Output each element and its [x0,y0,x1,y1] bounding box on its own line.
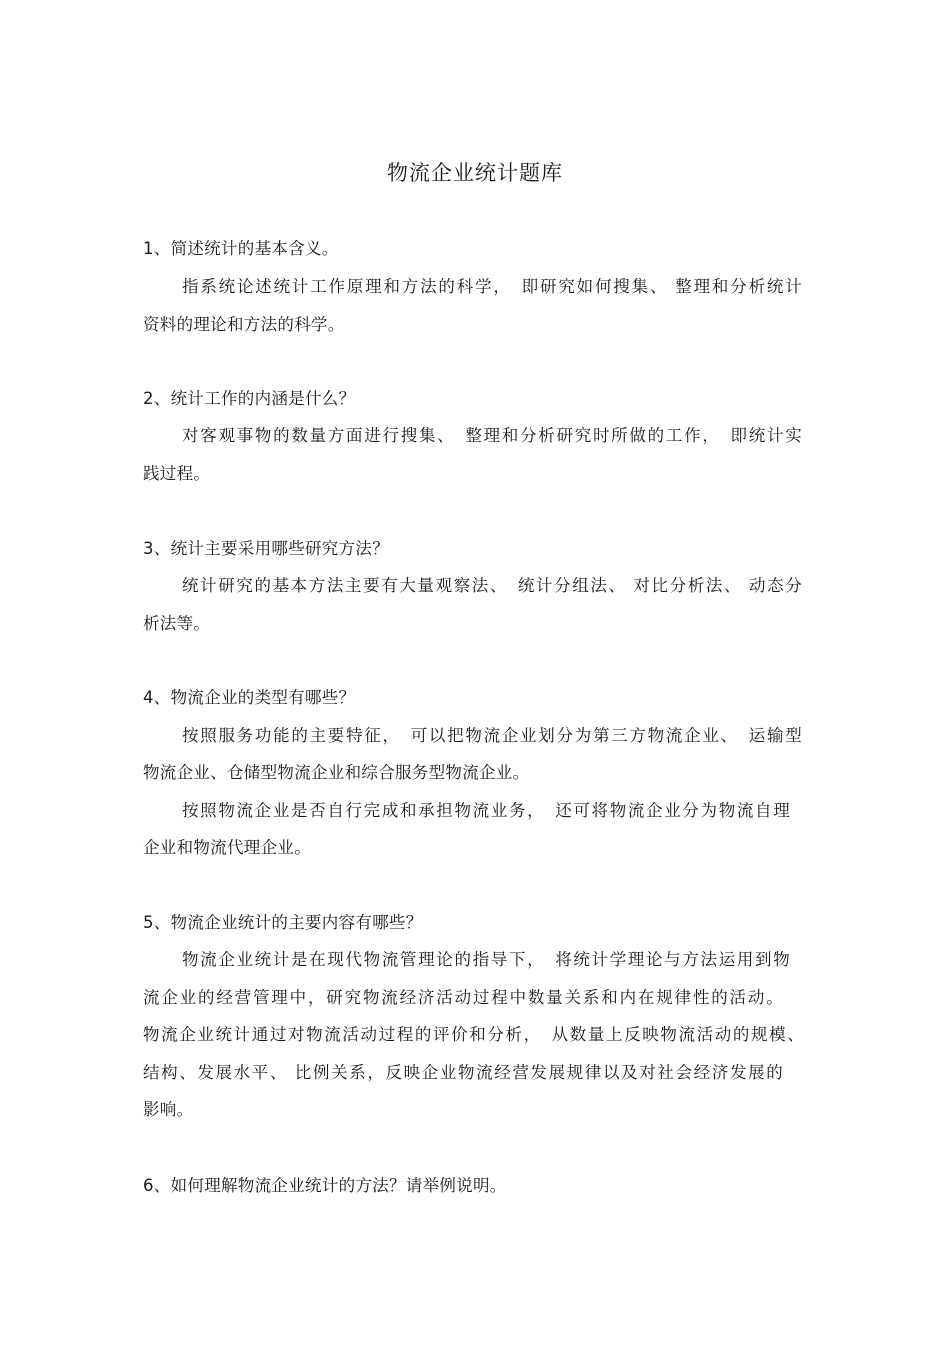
answer-2-line-2: 践过程。 [143,464,211,483]
answer-1-line-2: 资料的理论和方法的科学。 [143,315,345,334]
question-3: 3、统计主要采用哪些研究方法？ [143,539,389,558]
question-5: 5、物流企业统计的主要内容有哪些？ [143,913,423,932]
answer-5-line-4: 结构、发展水平、 比例关系，反映企业物流经营发展规律以及对社会经济发展的 [143,1063,783,1082]
answer-3-line-2: 析法等。 [143,614,211,633]
answer-3-line-1: 统计研究的基本方法主要有大量观察法、 统计分组法、 对比分析法、 动态分 [182,576,802,595]
answer-4a-line-1: 按照服务功能的主要特征， 可以把物流企业划分为第三方物流企业、 运输型 [182,726,802,745]
answer-5-line-2: 流企业的经营管理中，研究物流经济活动过程中数量关系和内在规律性的活动。 [143,988,783,1007]
answer-4a-line-2: 物流企业、仓储型物流企业和综合服务型物流企业。 [143,763,530,782]
answer-4b-line-1: 按照物流企业是否自行完成和承担物流业务， 还可将物流企业分为物流自理 [182,801,790,820]
question-1: 1、简述统计的基本含义。 [143,239,339,258]
document-title: 物流企业统计题库 [387,161,563,185]
question-2: 2、统计工作的内涵是什么？ [143,389,356,408]
answer-2-line-1: 对客观事物的数量方面进行搜集、 整理和分析研究时所做的工作， 即统计实 [182,426,802,445]
question-4: 4、物流企业的类型有哪些？ [143,688,356,707]
answer-1-line-1: 指系统论述统计工作原理和方法的科学， 即研究如何搜集、 整理和分析统计 [182,277,802,296]
answer-4b-line-2: 企业和物流代理企业。 [143,838,311,857]
question-6: 6、如何理解物流企业统计的方法？请举例说明。 [143,1176,507,1195]
answer-5-line-3: 物流企业统计通过对物流活动过程的评价和分析， 从数量上反映物流活动的规模、 [143,1025,804,1044]
answer-5-line-5: 影响。 [143,1100,194,1119]
answer-5-line-1: 物流企业统计是在现代物流管理论的指导下， 将统计学理论与方法运用到物 [182,950,790,969]
